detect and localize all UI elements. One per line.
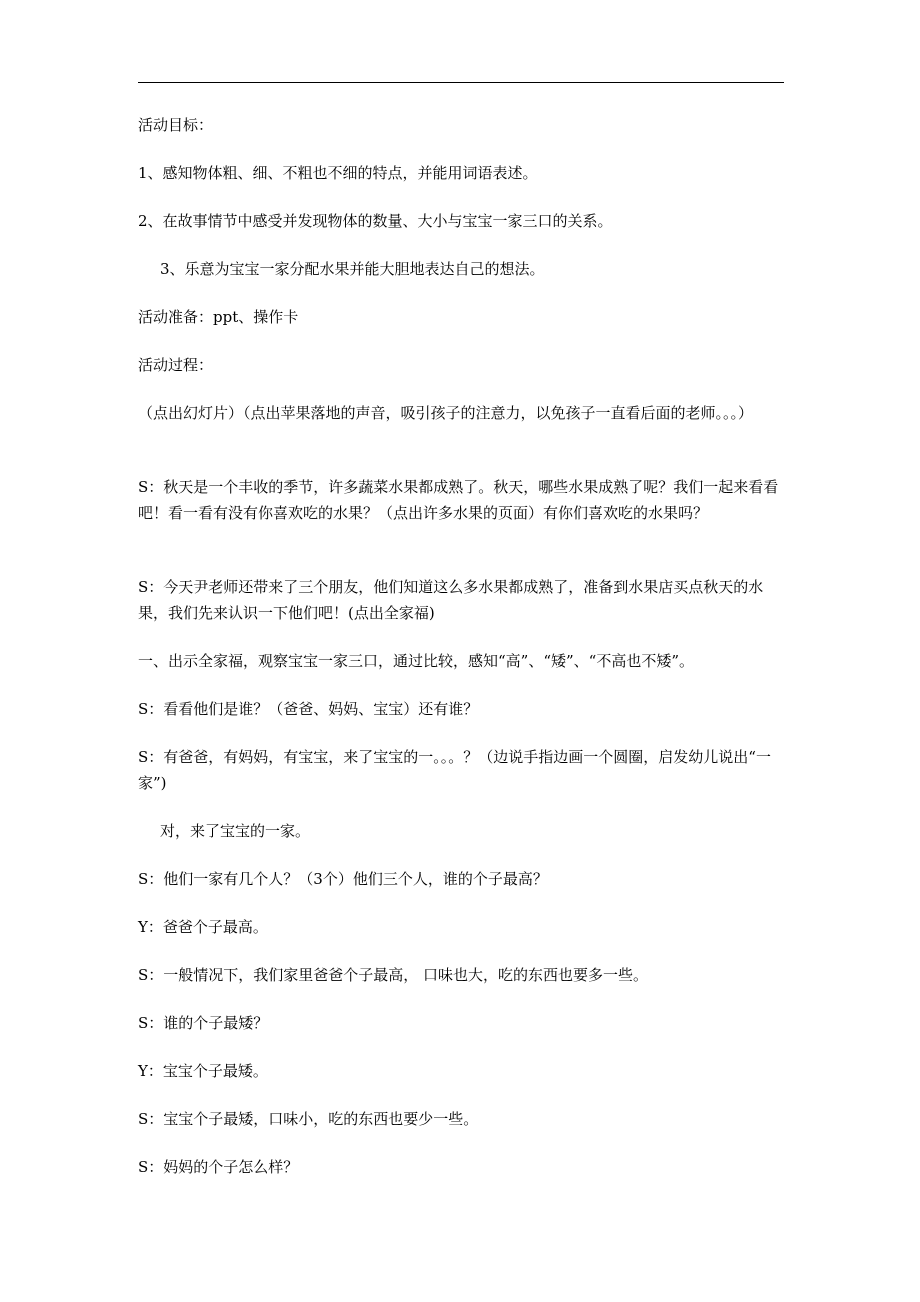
paragraph-preparation: 活动准备：ppt、操作卡 (138, 308, 299, 326)
paragraph-goal-3: 3、乐意为宝宝一家分配水果并能大胆地表达自己的想法。 (160, 260, 545, 278)
paragraph-baby-eats-less: S：宝宝个子最矮，口味小，吃的东西也要少一些。 (138, 1110, 479, 1128)
paragraph-process-heading: 活动过程： (138, 356, 214, 374)
paragraph-goal-heading: 活动目标： (138, 116, 214, 134)
paragraph-friends: S：今天尹老师还带来了三个朋友，他们知道这么多水果都成熟了，准备到水果店买点秋天的水果，我们先来认识一下他们吧！(点出全家福) (138, 578, 764, 622)
paragraph-how-many: S：他们一家有几个人？（3个）他们三个人，谁的个子最高？ (138, 870, 548, 888)
paragraph-goal-1: 1、感知物体粗、细、不粗也不细的特点，并能用词语表述。 (138, 164, 538, 182)
paragraph-dad-eats-more: S：一般情况下，我们家里爸爸个子最高， 口味也大，吃的东西也要多一些。 (138, 966, 649, 984)
paragraph-who-shortest: S：谁的个子最矮？ (138, 1014, 269, 1032)
paragraph-mom-height: S：妈妈的个子怎么样？ (138, 1158, 299, 1176)
header-rule (138, 82, 784, 83)
paragraph-baby-shortest: Y：宝宝个子最矮。 (138, 1062, 268, 1080)
paragraph-dad-tallest: Y：爸爸个子最高。 (138, 918, 268, 936)
paragraph-autumn: S：秋天是一个丰收的季节，许多蔬菜水果都成熟了。秋天，哪些水果成熟了呢？我们一起来看看吧！看一看有没有你喜欢吃的水果？（点出许多水果的页面）有你们喜欢吃的水果吗？ (138, 478, 779, 522)
paragraph-section-one: 一、出示全家福，观察宝宝一家三口，通过比较，感知“高”、“矮”、“不高也不矮”。 (138, 652, 695, 670)
paragraph-who: S：看看他们是谁？（爸爸、妈妈、宝宝）还有谁？ (138, 700, 479, 718)
paragraph-confirm: 对，来了宝宝的一家。 (160, 822, 311, 840)
paragraph-family: S：有爸爸，有妈妈，有宝宝，来了宝宝的一。。。？（边说手指边画一个圆圈，启发幼儿说出“一家”) (138, 748, 771, 792)
paragraph-goal-2: 2、在故事情节中感受并发现物体的数量、大小与宝宝一家三口的关系。 (138, 212, 613, 230)
paragraph-slide-intro: （点出幻灯片）（点出苹果落地的声音，吸引孩子的注意力，以免孩子一直看后面的老师。。。） (138, 404, 754, 422)
